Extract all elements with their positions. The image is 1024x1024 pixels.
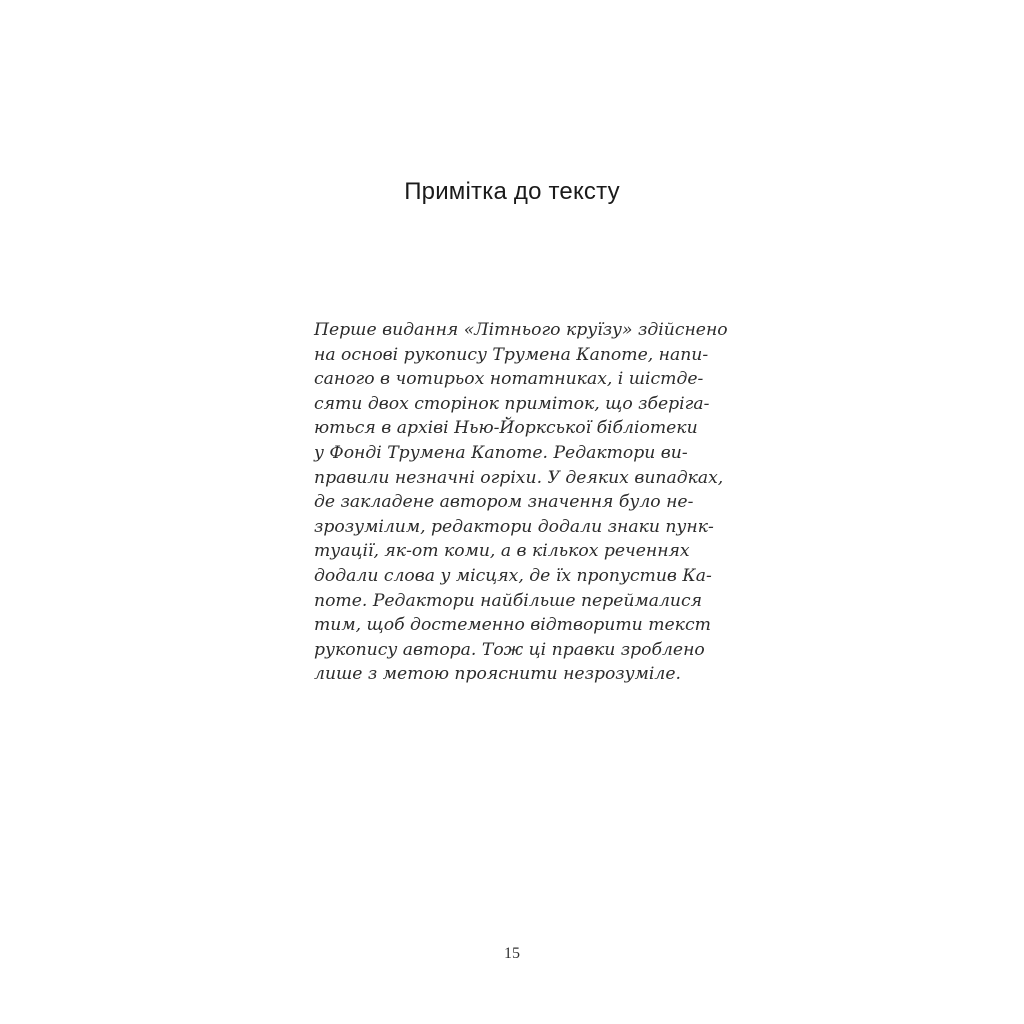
text-line: рукопису автора. Тож ці правки зроблено xyxy=(314,639,705,660)
text-line: сяти двох сторінок приміток, що зберіга- xyxy=(314,393,710,414)
text-line: ються в архіві Нью-Йоркської бібліотеки xyxy=(314,418,698,439)
page-number: 15 xyxy=(504,945,520,962)
text-line: зрозумілим, редактори додали знаки пунк- xyxy=(314,516,714,537)
text-line: правили незначні огріхи. У деяких випадках, xyxy=(314,467,724,488)
text-line: лише з метою прояснити незрозуміле. xyxy=(314,664,681,685)
page-title: Примітка до тексту xyxy=(404,178,620,205)
text-line: тим, щоб достеменно відтворити текст xyxy=(314,615,711,636)
text-line: додали слова у місцях, де їх пропустив Ка- xyxy=(314,565,712,586)
text-line: саного в чотирьох нотатниках, і шістде- xyxy=(314,369,704,390)
text-line: на основі рукопису Трумена Капоте, напи- xyxy=(314,344,709,365)
text-line: Перше видання «Літнього круїзу» здійснено xyxy=(314,320,728,340)
text-line: туації, як-от коми, а в кількох реченнях xyxy=(314,541,690,562)
text-line: де закладене автором значення було не- xyxy=(314,492,694,513)
text-line: поте. Редактори найбільше переймалися xyxy=(314,590,702,611)
text-line: у Фонді Трумена Капоте. Редактори ви- xyxy=(314,442,688,463)
body-paragraph xyxy=(314,318,728,687)
